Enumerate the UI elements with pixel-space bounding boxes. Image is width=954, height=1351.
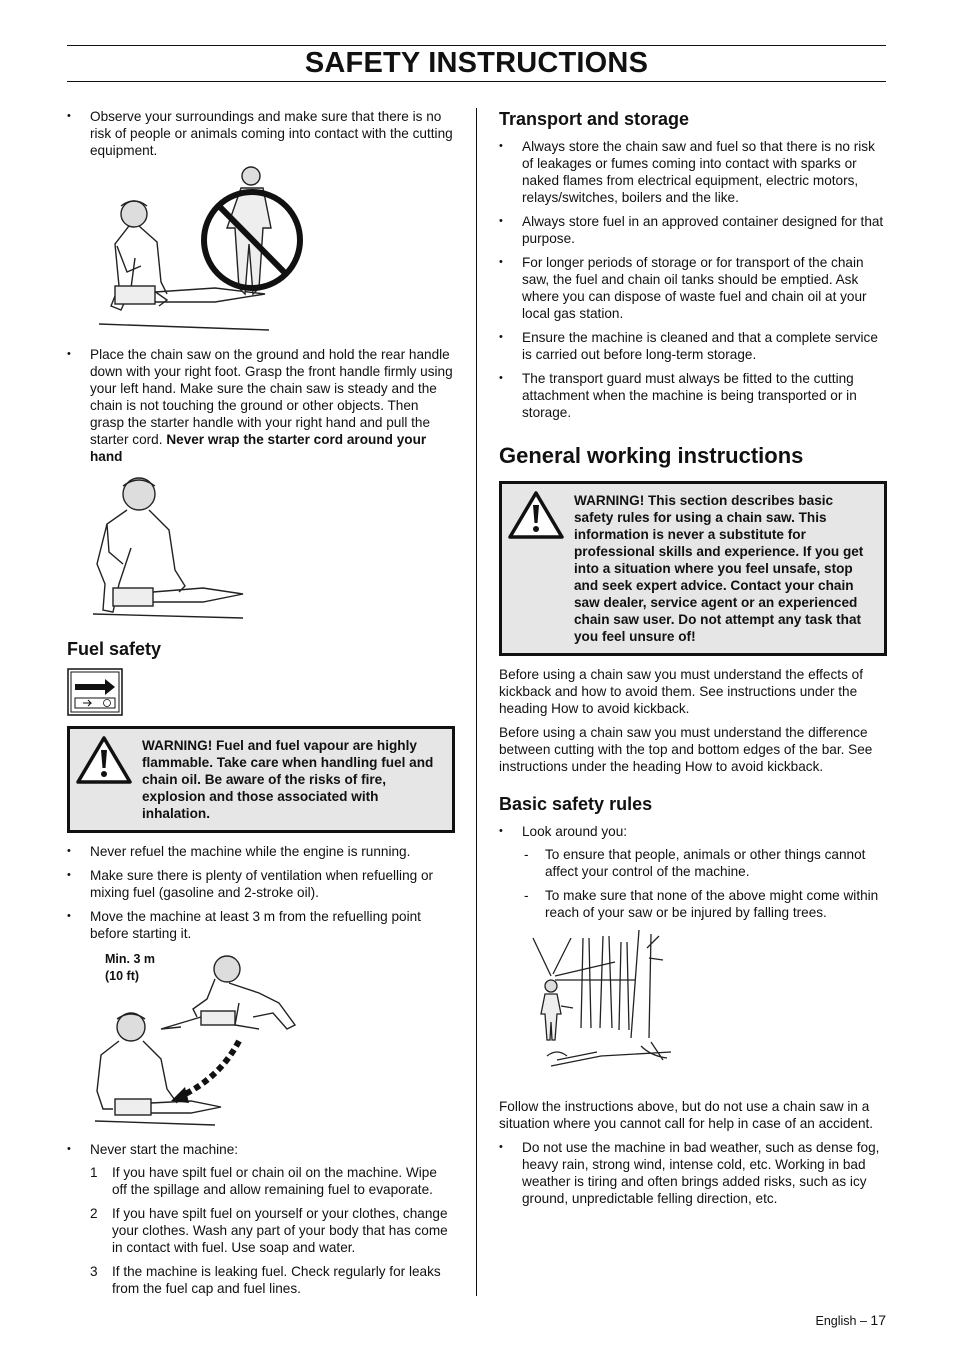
transport-storage-heading: Transport and storage [499,109,690,129]
list-item: • Never start the machine: [67,1141,455,1158]
general-warning-box [499,481,887,656]
fuel-symbol-icon [67,668,123,716]
refuelling-distance-figure [89,949,329,1129]
list-item: • Observe your surroundings and make sure that there is no risk of people or animals coming into contact with the cutting equipment. [67,108,455,159]
column-divider [476,108,477,1296]
page-title: SAFETY INSTRUCTIONS [304,47,649,79]
weather-bullet-list [499,1139,887,1207]
warning-triangle-icon [507,490,565,540]
page-number: 17 [870,1312,886,1328]
fuel-warning-box [67,726,455,833]
never-start-conditions-list [67,1164,455,1297]
fuel-safety-heading: Fuel safety [67,639,162,659]
list-item: • Never refuel the machine while the engine is running. [67,843,455,860]
item-text: If you have spilt fuel on yourself or your clothes, change your clothes. Wash any part of your body that has come in contact with fuel. Use soap and water. [112,1206,448,1255]
list-item: • Always store fuel in an approved container designed for that purpose. [499,213,887,247]
list-item: • For longer periods of storage or for transport of the chain saw, the fuel and chain oil tanks should be emptied. Ask where you can dispose of waste fuel and chain oil at your local gas station. [499,254,887,322]
follow-instructions-paragraph: Follow the instructions above, but do not use a chain saw in a situation where you cannot call for help in case of an accident. [499,1099,874,1131]
left-column [67,108,455,1304]
forest-surroundings-illustration [521,928,691,1078]
look-around-text: Look around you: [522,824,628,839]
list-item: • The transport guard must always be fitted to the cutting attachment when the machine is being transported or in storage. [499,370,887,421]
right-column [499,108,887,1214]
kickback-paragraph-1: Before using a chain saw you must understand the effects of kickback and how to avoid them. See instructions under the heading How to avoid kickback. [499,667,863,716]
start-instruction-bold: Never wrap the starter cord around your hand [90,432,427,464]
item-number: 2 [90,1206,98,1221]
intro-bullet-list [67,108,455,159]
list-item [67,346,455,465]
refuelling-distance-illustration [89,949,329,1129]
footer-separator: – [859,1314,867,1328]
list-item [499,823,887,921]
distance-label-imperial: (10 ft) [105,969,140,983]
list-item: • Move the machine at least 3 m from the refuelling point before starting it. [67,908,455,942]
item-text: If you have spilt fuel or chain oil on the machine. Wipe off the spillage and allow remaining fuel to evaporate. [112,1165,437,1197]
list-item: - To ensure that people, animals or other things cannot affect your control of the machine. [522,846,887,880]
footer-language: English [815,1314,857,1328]
list-item: • Do not use the machine in bad weather, such as dense fog, heavy rain, strong wind, intense cold, etc. Working in bad weather is tiring and often brings added risks, such as icy ground, unpredictable felling direction, etc. [499,1139,887,1207]
distance-label-metric: Min. 3 m [105,952,156,966]
item-text: If the machine is leaking fuel. Check regularly for leaks from the fuel cap and fuel lines. [112,1264,441,1296]
list-item [67,1205,455,1256]
title-underline [67,81,886,82]
look-around-dash-list [522,846,887,921]
list-item: • Always store the chain saw and fuel so that there is no risk of leakages or fumes coming into contact with sparks or naked flames from electrical equipment, electric motors, relays/switches, boilers and the like. [499,138,887,206]
start-bullet-list [67,346,455,465]
list-item: - To make sure that none of the above might come within reach of your saw or be injured by falling trees. [522,887,887,921]
starting-position-illustration [89,472,259,622]
surroundings-illustration [89,166,319,336]
general-warning-text: WARNING! This section describes basic safety rules for using a chain saw. This information is never a substitute for professional skills and experience. If you get into a situation where you feel unsafe, stop and seek expert advice. Contact your chain saw dealer, service agent or an experienced chain saw user. Do not attempt any task that you feel unsure of! [574,493,864,644]
start-instruction-text: Place the chain saw on the ground and hold the rear handle down with your right foot. Grasp the front handle firmly using your left hand. Make sure the chain saw is steady and the chain is not touching the ground or other objects. Then grasp the starter handle with your right hand and pull the starter cord. [90,347,453,447]
basic-safety-heading: Basic safety rules [499,794,653,814]
list-item: • Ensure the machine is cleaned and that a complete service is carried out before long-term storage. [499,329,887,363]
kickback-paragraph-2: Before using a chain saw you must understand the difference between cutting with the top and bottom edges of the bar. See instructions under the heading How to avoid kickback. [499,725,873,774]
transport-bullet-list [499,138,887,421]
never-start-list [67,1141,455,1158]
general-instructions-heading: General working instructions [499,443,804,468]
fuel-bullet-list [67,843,455,942]
list-item: • Make sure there is plenty of ventilation when refuelling or mixing fuel (gasoline and 2-stroke oil). [67,867,455,901]
basic-rules-list [499,823,887,921]
item-number: 1 [90,1165,98,1180]
page-footer [816,1312,887,1328]
warning-triangle-icon [75,735,133,785]
list-item [67,1263,455,1297]
fuel-warning-text: WARNING! Fuel and fuel vapour are highly flammable. Take care when handling fuel and chain oil. Be aware of the risks of fire, explosion and those associated with inhalation. [142,738,434,821]
list-item [67,1164,455,1198]
item-number: 3 [90,1264,98,1279]
